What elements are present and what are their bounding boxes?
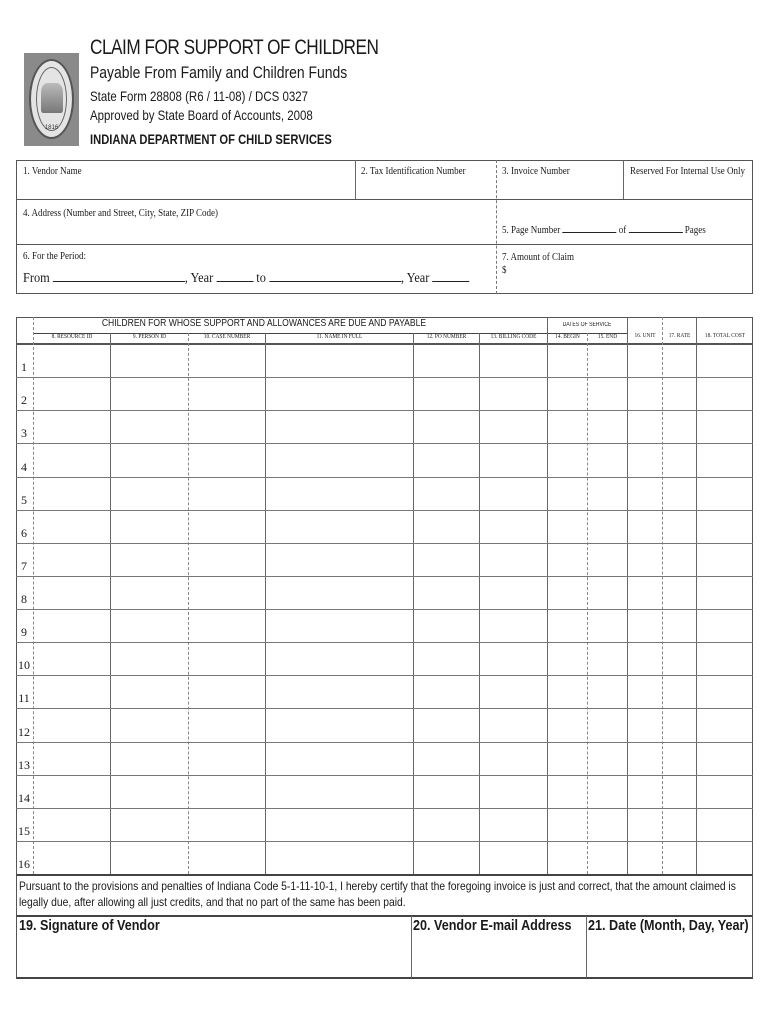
cell-case-number[interactable] [189, 577, 265, 608]
cell-name-in-full[interactable] [266, 378, 413, 409]
period-label: 6. For the Period: [23, 251, 86, 262]
certification-box [16, 874, 753, 916]
cell-case-number[interactable] [189, 511, 265, 542]
col-header-billing-code: 13. BILLING CODE [490, 334, 537, 340]
reserved-label: Reserved For Internal Use Only [630, 166, 745, 177]
form-title: CLAIM FOR SUPPORT OF CHILDREN [90, 36, 379, 59]
cell-total-cost[interactable] [697, 709, 752, 740]
cell-case-number[interactable] [189, 378, 265, 409]
period-to-input[interactable] [269, 269, 401, 282]
cell-end-date[interactable] [588, 345, 627, 376]
cell-total-cost[interactable] [697, 676, 752, 707]
cell-rate[interactable] [663, 610, 696, 641]
cell-billing-code[interactable] [480, 345, 547, 376]
cell-end-date[interactable] [588, 676, 627, 707]
cell-billing-code[interactable] [480, 378, 547, 409]
tax-id-label: 2. Tax Identification Number [361, 166, 466, 177]
page-number-input[interactable] [562, 220, 616, 233]
period-to-year-input[interactable] [432, 269, 469, 282]
cell-resource-id[interactable] [34, 776, 110, 807]
cell-billing-code[interactable] [480, 511, 547, 542]
cell-end-date[interactable] [588, 478, 627, 509]
date-field[interactable] [587, 917, 752, 977]
cell-total-cost[interactable] [697, 544, 752, 575]
cell-total-cost[interactable] [697, 411, 752, 442]
period-from-input[interactable] [53, 269, 185, 282]
cell-po-number[interactable] [414, 411, 479, 442]
form-subtitle: Payable From Family and Children Funds [90, 63, 348, 82]
cell-case-number[interactable] [189, 776, 265, 807]
cell-name-in-full[interactable] [266, 643, 413, 674]
cell-case-number[interactable] [189, 478, 265, 509]
cell-begin-date[interactable] [548, 544, 587, 575]
cell-unit[interactable] [628, 511, 662, 542]
cell-rate[interactable] [663, 709, 696, 740]
row-number: 8 [21, 592, 27, 606]
cell-end-date[interactable] [588, 809, 627, 840]
cell-total-cost[interactable] [697, 643, 752, 674]
cell-end-date[interactable] [588, 643, 627, 674]
cell-resource-id[interactable] [34, 676, 110, 707]
cell-begin-date[interactable] [548, 643, 587, 674]
cell-end-date[interactable] [588, 577, 627, 608]
cell-billing-code[interactable] [480, 478, 547, 509]
cell-unit[interactable] [628, 544, 662, 575]
cell-name-in-full[interactable] [266, 676, 413, 707]
cell-end-date[interactable] [588, 610, 627, 641]
cell-po-number[interactable] [414, 345, 479, 376]
cell-begin-date[interactable] [548, 809, 587, 840]
cell-begin-date[interactable] [548, 743, 587, 774]
cell-po-number[interactable] [414, 676, 479, 707]
cell-person-id[interactable] [111, 842, 188, 873]
cell-name-in-full[interactable] [266, 577, 413, 608]
cell-person-id[interactable] [111, 577, 188, 608]
cell-case-number[interactable] [189, 643, 265, 674]
cell-resource-id[interactable] [34, 577, 110, 608]
cell-person-id[interactable] [111, 345, 188, 376]
table-title: CHILDREN FOR WHOSE SUPPORT AND ALLOWANCES ARE DUE AND PAYABLE [101, 318, 427, 329]
col-header-total-cost: 18. TOTAL COST [704, 333, 746, 339]
col-header-po-number: 12. PO NUMBER [426, 334, 467, 340]
cell-po-number[interactable] [414, 743, 479, 774]
cell-case-number[interactable] [189, 544, 265, 575]
cell-resource-id[interactable] [34, 511, 110, 542]
col-header-case-number: 10. CASE NUMBER [203, 334, 251, 340]
cell-rate[interactable] [663, 776, 696, 807]
cell-resource-id[interactable] [34, 809, 110, 840]
row-number: 6 [21, 525, 27, 540]
amount-label: 7. Amount of Claim [502, 252, 574, 263]
cell-rate[interactable] [663, 676, 696, 707]
cell-po-number[interactable] [414, 809, 479, 840]
cell-total-cost[interactable] [697, 743, 752, 774]
vendor-email-field[interactable] [412, 917, 585, 977]
cell-name-in-full[interactable] [266, 345, 413, 376]
cell-unit[interactable] [628, 809, 662, 840]
cell-total-cost[interactable] [697, 842, 752, 873]
cell-end-date[interactable] [588, 544, 627, 575]
cell-total-cost[interactable] [697, 444, 752, 475]
cell-rate[interactable] [663, 378, 696, 409]
cell-person-id[interactable] [111, 478, 188, 509]
cell-name-in-full[interactable] [266, 776, 413, 807]
cell-po-number[interactable] [414, 709, 479, 740]
cell-begin-date[interactable] [548, 444, 587, 475]
cell-unit[interactable] [628, 842, 662, 873]
cell-rate[interactable] [663, 577, 696, 608]
cell-person-id[interactable] [111, 378, 188, 409]
vendor-signature-field[interactable] [17, 917, 410, 977]
cell-person-id[interactable] [111, 444, 188, 475]
cell-unit[interactable] [628, 411, 662, 442]
cell-rate[interactable] [663, 643, 696, 674]
cell-billing-code[interactable] [480, 643, 547, 674]
cell-person-id[interactable] [111, 743, 188, 774]
cell-total-cost[interactable] [697, 776, 752, 807]
to-label: to [256, 271, 266, 286]
cell-billing-code[interactable] [480, 610, 547, 641]
row-number: 4 [21, 459, 27, 474]
cell-rate[interactable] [663, 478, 696, 509]
cell-name-in-full[interactable] [266, 809, 413, 840]
cell-begin-date[interactable] [548, 411, 587, 442]
row-number: 16 [18, 857, 30, 871]
cell-unit[interactable] [628, 577, 662, 608]
cell-resource-id[interactable] [34, 378, 110, 409]
cell-billing-code[interactable] [480, 444, 547, 475]
cell-begin-date[interactable] [548, 776, 587, 807]
cell-name-in-full[interactable] [266, 511, 413, 542]
cell-total-cost[interactable] [697, 610, 752, 641]
row-number: 11 [18, 691, 30, 706]
cell-end-date[interactable] [588, 411, 627, 442]
cell-end-date[interactable] [588, 378, 627, 409]
cell-person-id[interactable] [111, 544, 188, 575]
cell-rate[interactable] [663, 544, 696, 575]
cell-case-number[interactable] [189, 345, 265, 376]
cell-rate[interactable] [663, 809, 696, 840]
cell-case-number[interactable] [189, 610, 265, 641]
cell-po-number[interactable] [414, 643, 479, 674]
cell-unit[interactable] [628, 345, 662, 376]
col-header-resource-id: 8. RESOURCE ID [51, 334, 93, 340]
row-number: 10 [18, 658, 30, 673]
cell-name-in-full[interactable] [266, 842, 413, 873]
col-header-name-in-full: 11. NAME IN FULL [316, 334, 363, 340]
cell-name-in-full[interactable] [266, 709, 413, 740]
cell-begin-date[interactable] [548, 610, 587, 641]
row-number: 2 [21, 393, 27, 408]
cell-case-number[interactable] [189, 743, 265, 774]
address-label: 4. Address (Number and Street, City, State, ZIP Code) [23, 208, 219, 219]
row-number: 13 [18, 757, 30, 772]
cell-resource-id[interactable] [34, 544, 110, 575]
cell-po-number[interactable] [414, 378, 479, 409]
cell-billing-code[interactable] [480, 809, 547, 840]
col-header-person-id: 9. PERSON ID [132, 334, 167, 340]
cell-billing-code[interactable] [480, 776, 547, 807]
pages-label: Pages [684, 225, 706, 236]
cell-unit[interactable] [628, 444, 662, 475]
seal-year: 1816 [44, 125, 59, 131]
page-of-label: of [618, 225, 627, 236]
cell-end-date[interactable] [588, 709, 627, 740]
cell-person-id[interactable] [111, 809, 188, 840]
cell-begin-date[interactable] [548, 577, 587, 608]
tax-id-field[interactable] [356, 161, 495, 198]
cell-billing-code[interactable] [480, 577, 547, 608]
cell-begin-date[interactable] [548, 478, 587, 509]
cell-begin-date[interactable] [548, 709, 587, 740]
invoice-number-field[interactable] [497, 161, 622, 198]
cell-unit[interactable] [628, 743, 662, 774]
vendor-email-label: 20. Vendor E-mail Address [413, 917, 572, 934]
cell-billing-code[interactable] [480, 411, 547, 442]
certification-text: Pursuant to the provisions and penalties of Indiana Code 5-1-11-10-1, I hereby certify that the foregoing invoice is just and correct, that the amount claimed is legally due, after allowing all just credits, and that no part of the same has been paid. [19, 879, 736, 909]
col-header-end: 15. END [597, 334, 618, 340]
vendor-signature-label: 19. Signature of Vendor [19, 917, 160, 934]
cell-unit[interactable] [628, 643, 662, 674]
cell-unit[interactable] [628, 610, 662, 641]
cell-name-in-full[interactable] [266, 411, 413, 442]
col-header-unit: 16. UNIT [634, 333, 656, 339]
cell-name-in-full[interactable] [266, 610, 413, 641]
cell-case-number[interactable] [189, 809, 265, 840]
reserved-internal-use [624, 161, 752, 198]
cell-resource-id[interactable] [34, 610, 110, 641]
cell-begin-date[interactable] [548, 345, 587, 376]
cell-total-cost[interactable] [697, 809, 752, 840]
col-header-begin: 14. BEGIN [555, 334, 580, 340]
cell-name-in-full[interactable] [266, 444, 413, 475]
cell-po-number[interactable] [414, 776, 479, 807]
cell-po-number[interactable] [414, 842, 479, 873]
cell-end-date[interactable] [588, 444, 627, 475]
cell-end-date[interactable] [588, 842, 627, 873]
cell-case-number[interactable] [189, 842, 265, 873]
cell-end-date[interactable] [588, 511, 627, 542]
cell-rate[interactable] [663, 743, 696, 774]
cell-po-number[interactable] [414, 444, 479, 475]
period-group [17, 245, 495, 293]
amount-of-claim-field[interactable] [497, 245, 752, 293]
row-number: 14 [18, 790, 30, 805]
cell-case-number[interactable] [189, 444, 265, 475]
cell-resource-id[interactable] [34, 842, 110, 873]
cell-billing-code[interactable] [480, 544, 547, 575]
cell-total-cost[interactable] [697, 511, 752, 542]
cell-billing-code[interactable] [480, 743, 547, 774]
cell-case-number[interactable] [189, 709, 265, 740]
cell-po-number[interactable] [414, 577, 479, 608]
date-label: 21. Date (Month, Day, Year) [588, 917, 749, 934]
cell-person-id[interactable] [111, 643, 188, 674]
cell-person-id[interactable] [111, 511, 188, 542]
cell-name-in-full[interactable] [266, 544, 413, 575]
cell-po-number[interactable] [414, 610, 479, 641]
cell-begin-date[interactable] [548, 378, 587, 409]
cell-unit[interactable] [628, 676, 662, 707]
cell-rate[interactable] [663, 842, 696, 873]
cell-resource-id[interactable] [34, 411, 110, 442]
cell-unit[interactable] [628, 478, 662, 509]
cell-begin-date[interactable] [548, 842, 587, 873]
cell-end-date[interactable] [588, 743, 627, 774]
currency-symbol: $ [502, 265, 507, 276]
from-year-label: , Year [184, 271, 214, 286]
total-pages-input[interactable] [629, 220, 683, 233]
cell-person-id[interactable] [111, 610, 188, 641]
cell-resource-id[interactable] [34, 345, 110, 376]
row-number: 7 [21, 558, 27, 573]
vendor-name-field[interactable] [17, 161, 354, 198]
cell-person-id[interactable] [111, 776, 188, 807]
period-from-year-input[interactable] [216, 269, 253, 282]
cell-rate[interactable] [663, 411, 696, 442]
invoice-number-label: 3. Invoice Number [502, 166, 570, 177]
cell-total-cost[interactable] [697, 378, 752, 409]
cell-rate[interactable] [663, 345, 696, 376]
vendor-name-label: 1. Vendor Name [23, 166, 82, 177]
cell-case-number[interactable] [189, 676, 265, 707]
cell-person-id[interactable] [111, 676, 188, 707]
cell-rate[interactable] [663, 511, 696, 542]
cell-person-id[interactable] [111, 411, 188, 442]
cell-resource-id[interactable] [34, 478, 110, 509]
cell-total-cost[interactable] [697, 577, 752, 608]
page-number-label: 5. Page Number [502, 225, 561, 236]
cell-unit[interactable] [628, 776, 662, 807]
col-header-rate: 17. RATE [668, 333, 691, 339]
dates-of-service-label: DATES OF SERVICE [562, 322, 612, 328]
row-number: 1 [21, 360, 27, 375]
cell-resource-id[interactable] [34, 444, 110, 475]
indiana-state-seal-icon [24, 53, 79, 146]
cell-resource-id[interactable] [34, 743, 110, 774]
cell-rate[interactable] [663, 444, 696, 475]
cell-case-number[interactable] [189, 411, 265, 442]
page-number-group [497, 200, 752, 243]
cell-begin-date[interactable] [548, 511, 587, 542]
row-number: 15 [18, 823, 30, 838]
cell-name-in-full[interactable] [266, 743, 413, 774]
cell-resource-id[interactable] [34, 643, 110, 674]
cell-billing-code[interactable] [480, 842, 547, 873]
cell-name-in-full[interactable] [266, 478, 413, 509]
cell-po-number[interactable] [414, 478, 479, 509]
address-field[interactable] [17, 200, 495, 243]
approval-note: Approved by State Board of Accounts, 2008 [90, 107, 313, 123]
cell-po-number[interactable] [414, 544, 479, 575]
to-year-label: , Year [400, 271, 430, 286]
cell-billing-code[interactable] [480, 709, 547, 740]
cell-person-id[interactable] [111, 709, 188, 740]
cell-po-number[interactable] [414, 511, 479, 542]
cell-resource-id[interactable] [34, 709, 110, 740]
cell-total-cost[interactable] [697, 345, 752, 376]
row-number: 12 [18, 724, 30, 739]
cell-unit[interactable] [628, 378, 662, 409]
row-number: 9 [21, 625, 27, 640]
row-number: 5 [21, 492, 27, 507]
cell-unit[interactable] [628, 709, 662, 740]
form-number: State Form 28808 (R6 / 11-08) / DCS 0327 [90, 88, 309, 104]
from-label: From [23, 271, 50, 286]
cell-begin-date[interactable] [548, 676, 587, 707]
cell-total-cost[interactable] [697, 478, 752, 509]
row-number: 3 [21, 426, 27, 441]
cell-billing-code[interactable] [480, 676, 547, 707]
department-name: INDIANA DEPARTMENT OF CHILD SERVICES [90, 131, 332, 147]
cell-end-date[interactable] [588, 776, 627, 807]
